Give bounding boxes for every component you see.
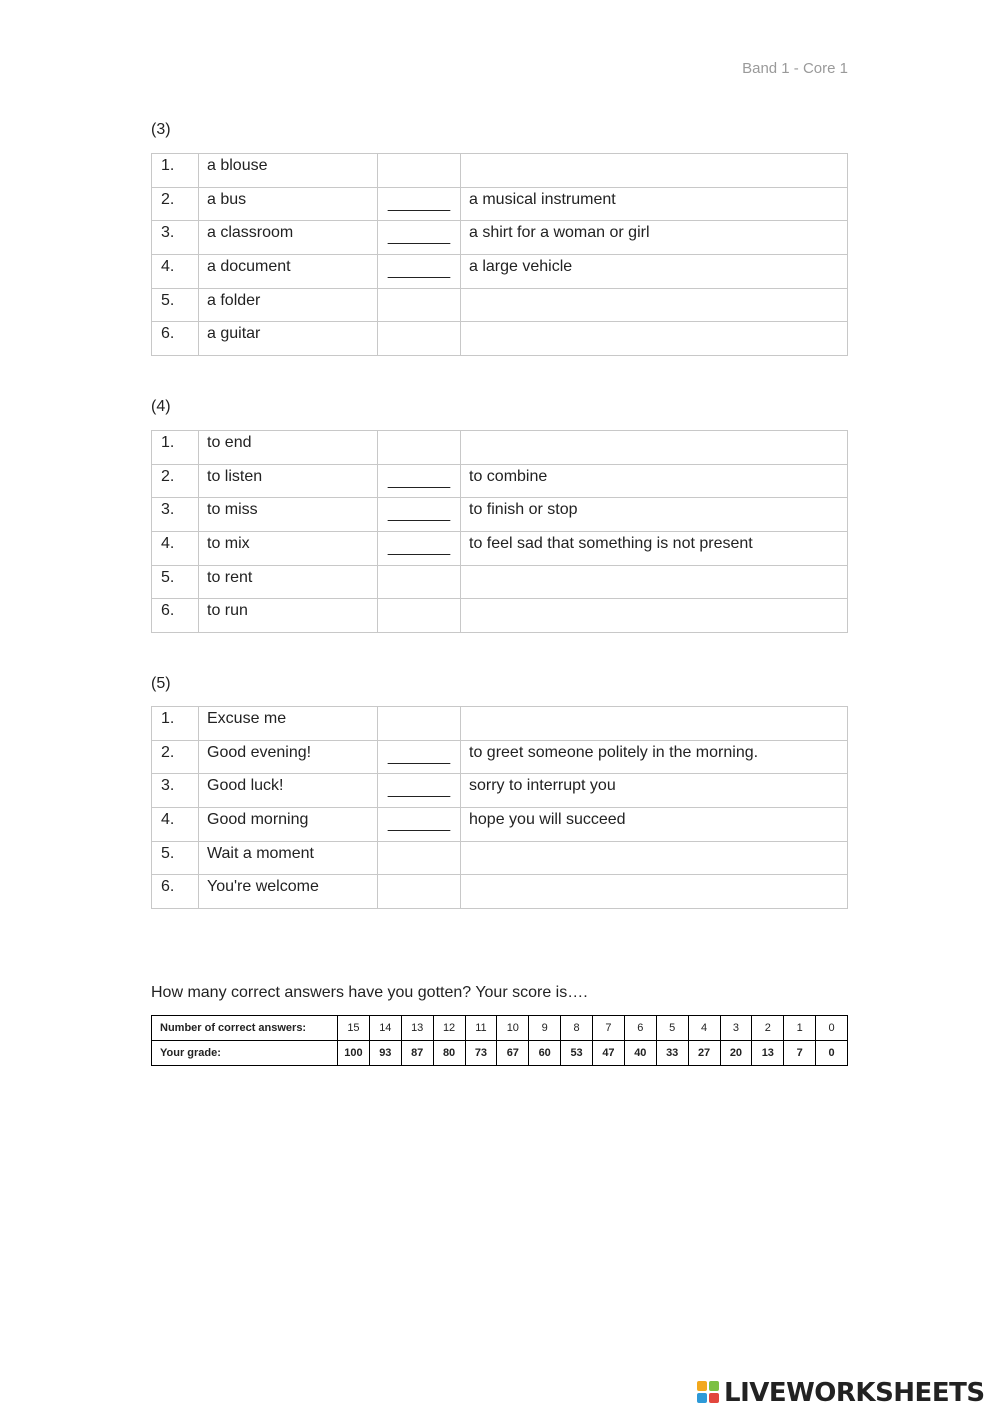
grade-cell: 7 <box>784 1041 816 1066</box>
item-word: You're welcome <box>199 875 378 909</box>
item-definition <box>461 875 848 909</box>
table-row <box>152 565 848 599</box>
correct-count-cell: 4 <box>688 1016 720 1041</box>
table-row <box>152 322 848 356</box>
item-word: a blouse <box>199 154 378 188</box>
grade-cell: 33 <box>656 1041 688 1066</box>
grade-cell: 13 <box>752 1041 784 1066</box>
correct-count-cell: 5 <box>656 1016 688 1041</box>
item-number: 1. <box>152 431 199 465</box>
item-definition <box>461 288 848 322</box>
answer-blank <box>378 599 461 633</box>
matching-table <box>151 706 848 909</box>
grade-cell: 53 <box>561 1041 593 1066</box>
item-definition: to combine <box>461 464 848 498</box>
answer-blank <box>378 565 461 599</box>
table-row <box>152 431 848 465</box>
item-definition <box>461 565 848 599</box>
answer-blank <box>378 154 461 188</box>
item-number: 5. <box>152 288 199 322</box>
item-number: 5. <box>152 565 199 599</box>
grade-cell: 27 <box>688 1041 720 1066</box>
item-number: 2. <box>152 740 199 774</box>
liveworksheets-logo[interactable] <box>697 1376 985 1410</box>
answer-blank[interactable]: _______ <box>378 774 461 808</box>
item-word: Excuse me <box>199 707 378 741</box>
answer-blank <box>378 431 461 465</box>
correct-count-cell: 10 <box>497 1016 529 1041</box>
item-word: a guitar <box>199 322 378 356</box>
grade-cell: 0 <box>816 1041 848 1066</box>
answer-blank[interactable]: _______ <box>378 187 461 221</box>
correct-answers-row <box>152 1016 848 1041</box>
correct-count-cell: 7 <box>593 1016 625 1041</box>
grade-cell: 40 <box>624 1041 656 1066</box>
table-row <box>152 841 848 875</box>
item-definition <box>461 599 848 633</box>
table-row <box>152 187 848 221</box>
item-number: 4. <box>152 255 199 289</box>
section-label: (4) <box>151 398 171 415</box>
table-row <box>152 498 848 532</box>
table-row <box>152 154 848 188</box>
matching-table <box>151 153 848 356</box>
item-number: 2. <box>152 464 199 498</box>
grade-cell: 73 <box>465 1041 497 1066</box>
table-row <box>152 288 848 322</box>
item-word: a folder <box>199 288 378 322</box>
item-number: 4. <box>152 532 199 566</box>
item-word: a bus <box>199 187 378 221</box>
item-word: to end <box>199 431 378 465</box>
page-header: Band 1 - Core 1 <box>742 60 848 77</box>
table-row <box>152 808 848 842</box>
correct-count-cell: 14 <box>369 1016 401 1041</box>
correct-count-cell: 12 <box>433 1016 465 1041</box>
item-number: 3. <box>152 774 199 808</box>
row-label: Number of correct answers: <box>152 1016 338 1041</box>
answer-blank[interactable]: _______ <box>378 255 461 289</box>
grade-cell: 67 <box>497 1041 529 1066</box>
item-definition: a large vehicle <box>461 255 848 289</box>
item-number: 6. <box>152 599 199 633</box>
item-word: Wait a moment <box>199 841 378 875</box>
table-row <box>152 255 848 289</box>
table-row <box>152 740 848 774</box>
item-word: a classroom <box>199 221 378 255</box>
item-number: 5. <box>152 841 199 875</box>
section-label: (3) <box>151 121 171 138</box>
correct-count-cell: 9 <box>529 1016 561 1041</box>
correct-count-cell: 13 <box>401 1016 433 1041</box>
correct-count-cell: 2 <box>752 1016 784 1041</box>
grade-cell: 47 <box>593 1041 625 1066</box>
item-definition <box>461 322 848 356</box>
liveworksheets-logo-icon <box>697 1381 721 1405</box>
correct-count-cell: 3 <box>720 1016 752 1041</box>
answer-blank <box>378 841 461 875</box>
answer-blank[interactable]: _______ <box>378 532 461 566</box>
item-word: to run <box>199 599 378 633</box>
item-definition: to greet someone politely in the morning. <box>461 740 848 774</box>
correct-count-cell: 8 <box>561 1016 593 1041</box>
correct-count-cell: 15 <box>338 1016 370 1041</box>
table-row <box>152 707 848 741</box>
item-word: to rent <box>199 565 378 599</box>
answer-blank <box>378 875 461 909</box>
grade-cell: 20 <box>720 1041 752 1066</box>
item-number: 1. <box>152 707 199 741</box>
item-definition <box>461 707 848 741</box>
grade-cell: 80 <box>433 1041 465 1066</box>
item-word: Good evening! <box>199 740 378 774</box>
grade-cell: 93 <box>369 1041 401 1066</box>
section-label: (5) <box>151 675 171 692</box>
item-number: 4. <box>152 808 199 842</box>
answer-blank[interactable]: _______ <box>378 808 461 842</box>
logo-text: LIVEWORKSHEETS <box>724 1378 985 1408</box>
item-definition: hope you will succeed <box>461 808 848 842</box>
grades-row <box>152 1041 848 1066</box>
item-definition <box>461 431 848 465</box>
answer-blank[interactable]: _______ <box>378 740 461 774</box>
item-definition <box>461 841 848 875</box>
matching-table <box>151 430 848 633</box>
answer-blank[interactable]: _______ <box>378 464 461 498</box>
score-table <box>151 1015 848 1066</box>
table-row <box>152 221 848 255</box>
grade-cell: 60 <box>529 1041 561 1066</box>
answer-blank[interactable]: _______ <box>378 221 461 255</box>
table-row <box>152 875 848 909</box>
item-number: 1. <box>152 154 199 188</box>
item-definition <box>461 154 848 188</box>
item-definition: a musical instrument <box>461 187 848 221</box>
item-definition: sorry to interrupt you <box>461 774 848 808</box>
grade-cell: 100 <box>338 1041 370 1066</box>
item-definition: a shirt for a woman or girl <box>461 221 848 255</box>
item-word: a document <box>199 255 378 289</box>
correct-count-cell: 0 <box>816 1016 848 1041</box>
correct-count-cell: 6 <box>624 1016 656 1041</box>
correct-count-cell: 11 <box>465 1016 497 1041</box>
item-number: 3. <box>152 498 199 532</box>
item-number: 3. <box>152 221 199 255</box>
table-row <box>152 464 848 498</box>
answer-blank <box>378 322 461 356</box>
score-question: How many correct answers have you gotten? Your score is…. <box>151 984 588 1001</box>
item-word: to miss <box>199 498 378 532</box>
item-word: Good morning <box>199 808 378 842</box>
row-label: Your grade: <box>152 1041 338 1066</box>
correct-count-cell: 1 <box>784 1016 816 1041</box>
item-definition: to feel sad that something is not present <box>461 532 848 566</box>
item-word: to mix <box>199 532 378 566</box>
answer-blank <box>378 288 461 322</box>
item-number: 6. <box>152 875 199 909</box>
item-number: 2. <box>152 187 199 221</box>
item-word: Good luck! <box>199 774 378 808</box>
table-row <box>152 774 848 808</box>
answer-blank <box>378 707 461 741</box>
table-row <box>152 599 848 633</box>
table-row <box>152 532 848 566</box>
answer-blank[interactable]: _______ <box>378 498 461 532</box>
item-number: 6. <box>152 322 199 356</box>
grade-cell: 87 <box>401 1041 433 1066</box>
item-definition: to finish or stop <box>461 498 848 532</box>
item-word: to listen <box>199 464 378 498</box>
